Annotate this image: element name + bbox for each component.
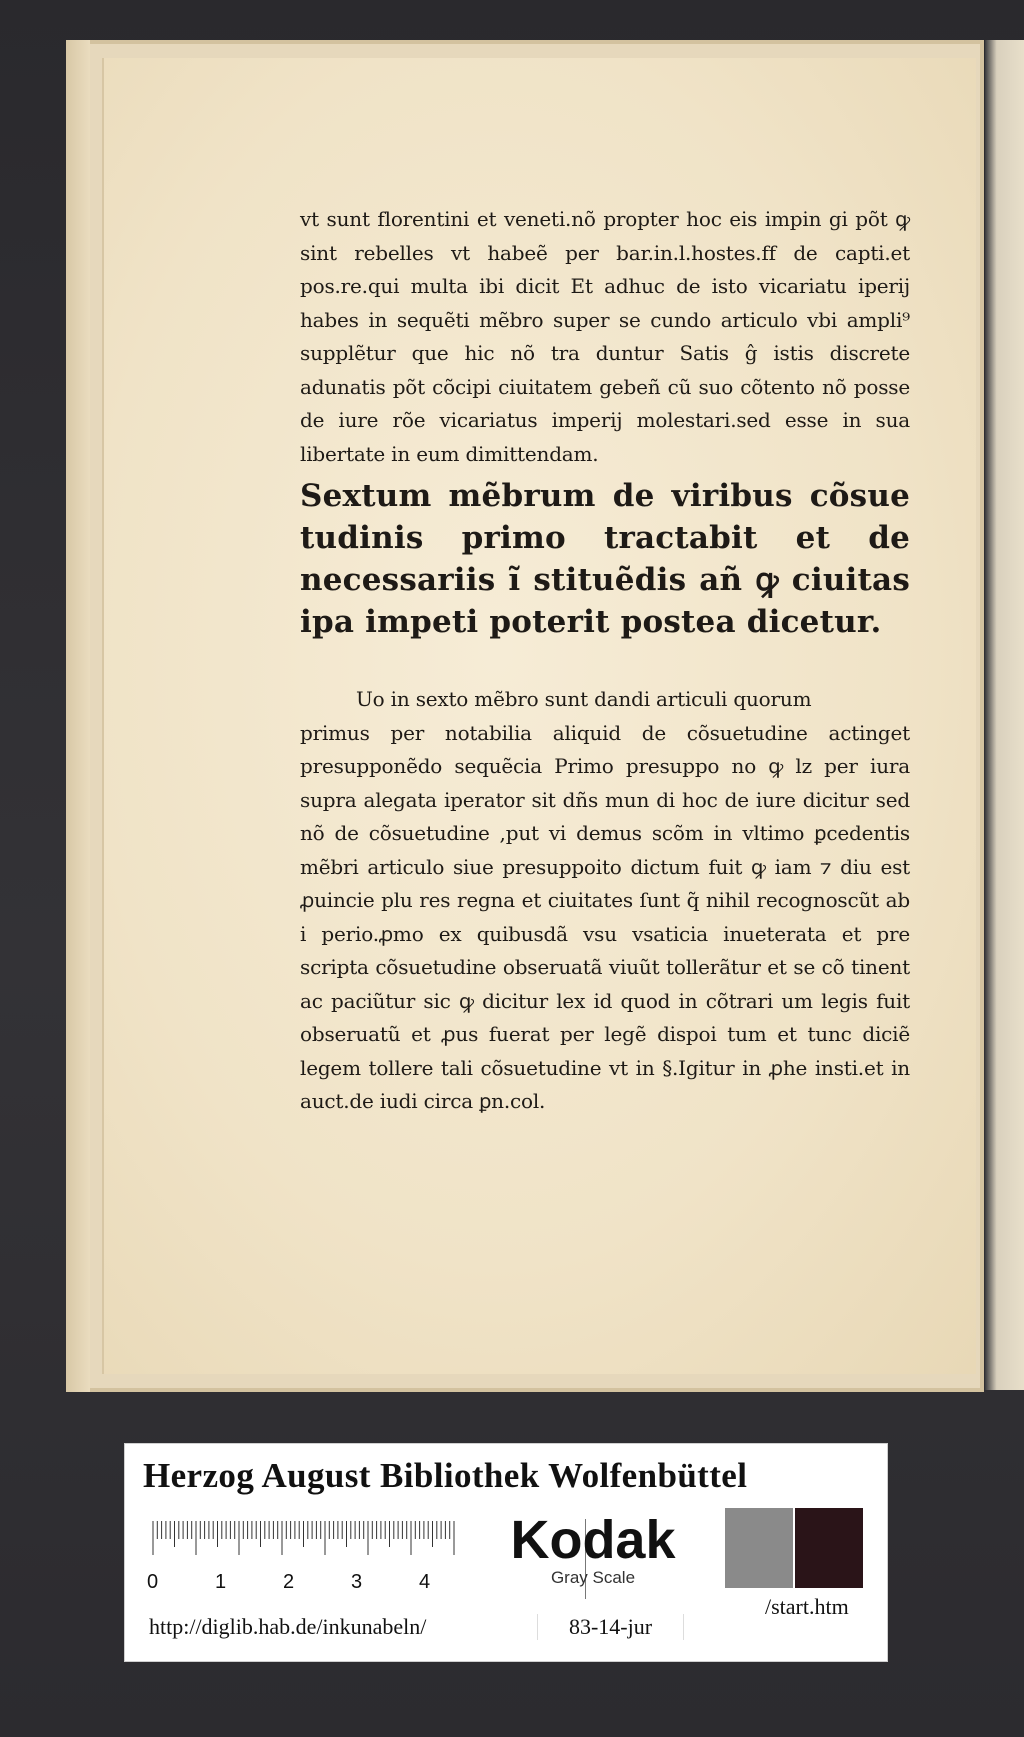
shelfmark: 83-14-jur: [537, 1614, 684, 1640]
paragraph-2-body: primus per notabilia aliquid de cõsuetudine actinget presupponẽdo sequẽcia Primo presuppo no ꝙ lz per iura supra alegata iperator sit dñs mun di hoc de iure dicitur sed nõ de cõsuetudine ,put vi demus scõm in vltimo ꝑcedentis mẽbri articulo siue presuppoito dictum fuit ꝙ iam ⁊ diu est ꝓuincie plu res regna et ciuitates ſunt q̃ nihil recognoscũt ab i perio.ꝓmo ex quibusdã vsu vsaticia inueterata et pre scripta cõsuetudine obseruatã viuũt tollerãtur et se cõ tinent ac paciũtur sic ꝙ dicitur lex id quod in cõtrari um legis fuit obseruatũ et ꝓus fuerat per legẽ dispoi tum et tunc diciẽ legem tollere tali cõsuetudine vt in §.Igitur in ꝓhe insti.et in auct.de iudi circa ꝑn.col.: [300, 720, 910, 1113]
ruler-number: 3: [351, 1571, 363, 1593]
section-heading: Sextum mẽbrum de viribus cõsue tudinis primo tractabit et de necessariis ĩ stituẽdis añ ꝙ ciuitas ipa impeti poterit postea dicetur.: [300, 478, 910, 640]
color-calibration-card: [124, 1443, 888, 1662]
dark-swatch: [795, 1508, 863, 1588]
kodak-brand: Kodak: [510, 1510, 676, 1570]
library-name: Herzog August Bibliothek Wolfenbüttel: [143, 1456, 748, 1495]
library-url: http://diglib.hab.de/inkunabeln/: [149, 1614, 427, 1639]
ruler-number: 4: [419, 1571, 431, 1593]
facing-page-edge: [985, 40, 1024, 1390]
kodak-logo: [473, 1512, 713, 1588]
ruler-number: 2: [283, 1571, 295, 1593]
page-fold: [66, 40, 90, 1392]
paragraph-2: [300, 683, 910, 1119]
gray-swatch: [725, 1508, 793, 1588]
url-suffix: /start.htm: [765, 1594, 849, 1619]
ruler-number: 1: [215, 1571, 227, 1593]
gray-scale-label: Gray Scale: [550, 1568, 636, 1587]
paragraph-1: vt sunt florentini et veneti.nõ propter hoc eis impin gi põt ꝙ sint rebelles vt habeẽ per bar.in.l.hostes.ff de capti.et pos.re.qui multa ibi dicit Et adhuc de isto vicariatu iperij habes in sequẽti mẽbro super se cundo articulo vbi ampli⁹ supplẽtur que hic nõ tra duntur Satis ĝ istis discrete adunatis põt cõcipi ciuitatem gebeñ cũ suo cõtento nõ posse de iure rõe vicariatus imperij molestari.sed esse in sua libertate in eum dimittendam.: [300, 207, 910, 466]
paragraph-2-first-line: Uo in sexto mẽbro sunt dandi articuli quorum: [356, 687, 812, 711]
ruler-number: 0: [147, 1571, 159, 1593]
page-text: [300, 203, 910, 1119]
